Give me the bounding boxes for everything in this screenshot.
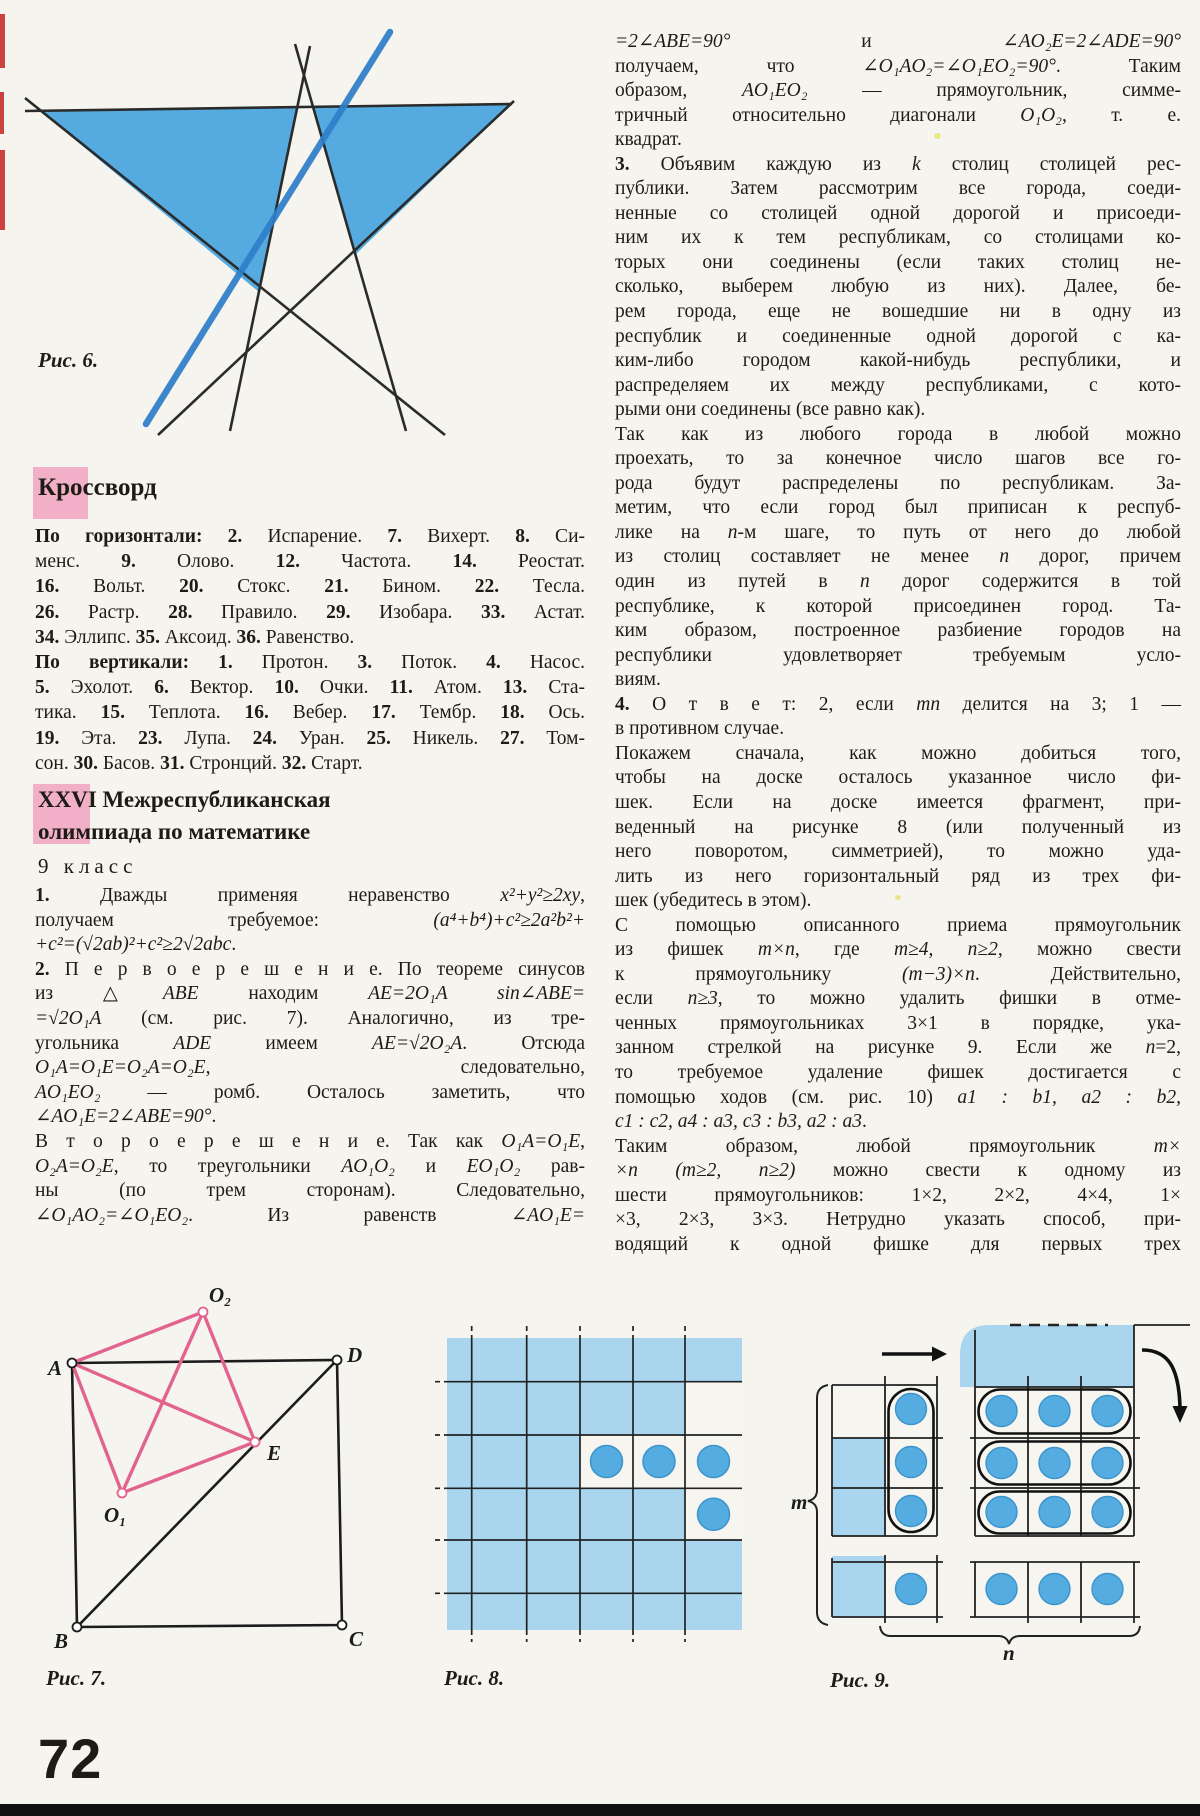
grade-heading: 9 класс bbox=[38, 854, 138, 878]
text-line: O₁A=O₁E=O₂A=O₂E, следовательно, bbox=[35, 1057, 585, 1079]
diagonal-BD bbox=[77, 1360, 337, 1627]
text-line: 26. Растр. 28. Правило. 29. Изобара. 33. Астат. bbox=[35, 601, 586, 623]
figure-7-drawing bbox=[30, 1280, 380, 1660]
empty-cell bbox=[685, 1382, 742, 1435]
left-column-blue bbox=[832, 1438, 885, 1536]
vertex-A bbox=[68, 1359, 77, 1368]
text-line: к прямоугольнику (m−3)×n. Действительно, bbox=[615, 963, 1181, 985]
text-line: AO₁EO₂ — ромб. Осталось заметить, что bbox=[35, 1081, 585, 1103]
text-line: из столиц составляет не менее n дорог, причем bbox=[615, 546, 1181, 568]
text-line: из △ABE находим AE=2O₁A sin∠ABE= bbox=[35, 983, 586, 1005]
text-line: проехать, то за конечное число шагов все го- bbox=[615, 448, 1181, 470]
text-line: занном стрелкой на рисунке 9. Если же n=2, bbox=[615, 1037, 1181, 1059]
text-line: По вертикали: 1. Протон. 3. Поток. 4. Насос. bbox=[35, 652, 585, 674]
text-line: шести прямоугольников: 1×2, 2×2, 4×4, 1× bbox=[615, 1184, 1181, 1206]
m-brace bbox=[808, 1385, 828, 1625]
crossword-text bbox=[35, 524, 585, 776]
label-D: D bbox=[347, 1343, 363, 1367]
text-line: =√2O₁A (см. рис. 7). Аналогично, из тре- bbox=[35, 1007, 585, 1029]
chip bbox=[698, 1498, 730, 1530]
text-line: 5. Эхолот. 6. Вектор. 10. Очки. 11. Атом. 13. Ста- bbox=[35, 677, 585, 699]
text-line: из фишек m×n, где m≥4, n≥2, можно свести bbox=[615, 939, 1182, 961]
vertex-O1 bbox=[118, 1489, 127, 1498]
vertex-B bbox=[73, 1623, 82, 1632]
text-line: публики. Затем рассмотрим все города, соеди- bbox=[615, 178, 1181, 200]
vertex-O2 bbox=[199, 1308, 208, 1317]
figure-9-drawing bbox=[760, 1310, 1200, 1662]
label-A: A bbox=[48, 1356, 63, 1380]
text-line: ним их к тем республикам, со столицами ко- bbox=[615, 227, 1181, 249]
curved-arrow bbox=[1142, 1350, 1180, 1408]
text-line: торых они соединены (если таких столиц не- bbox=[615, 251, 1181, 273]
text-line: шек (убедитесь в этом). bbox=[615, 890, 812, 912]
page-bottom-bar bbox=[0, 1804, 1200, 1816]
text-line: распределяем их между республиками, с кото- bbox=[615, 374, 1181, 396]
text-line: ×3, 2×3, 3×3. Нетрудно указать способ, при- bbox=[615, 1209, 1181, 1231]
text-line: Таким образом, любой прямоугольник m× bbox=[615, 1135, 1181, 1157]
text-line: угольника ADE имеем AE=√2O₂A. Отсюда bbox=[35, 1032, 585, 1054]
text-line: 3. Объявим каждую из k столиц столицей рес- bbox=[615, 153, 1181, 175]
text-line: тричный относительно диагонали O₁O₂, т. е. bbox=[615, 104, 1181, 126]
text-line: сон. 30. Басов. 31. Стронций. 32. Старт. bbox=[35, 752, 363, 774]
text-line: 2. П е р в о е р е ш е н и е. По теореме синусов bbox=[35, 958, 585, 980]
shaded-triangle-left bbox=[39, 107, 297, 292]
curved-arrow-head bbox=[1173, 1406, 1188, 1423]
left-column-blue-bottom bbox=[832, 1556, 885, 1617]
crossword-heading: Кроссворд bbox=[38, 474, 157, 501]
text-line: сколько, выберем любую из них). Далее, бе- bbox=[615, 276, 1181, 298]
text-line: 4. О т в е т: 2, если mn делится на 3; 1 — bbox=[615, 693, 1181, 715]
chip bbox=[698, 1446, 730, 1478]
pink-rhombus-lines bbox=[72, 1312, 255, 1493]
text-line: в противном случае. bbox=[615, 718, 785, 740]
text-line: С помощью описанного приема прямоугольник bbox=[615, 914, 1181, 936]
text-line: ∠AO₁E=2∠ABE=90°. bbox=[35, 1106, 217, 1128]
text-line: чтобы на доске осталось указанное число фи- bbox=[615, 767, 1181, 789]
text-line: Покажем сначала, как можно добиться того, bbox=[615, 742, 1181, 764]
text-line: ны (по трем сторонам). Следовательно, bbox=[35, 1180, 585, 1202]
vertex-dots bbox=[68, 1308, 347, 1632]
label-E: E bbox=[267, 1441, 282, 1465]
text-line: ким образом, построенное разбиение городов на bbox=[615, 620, 1181, 642]
text-line: республик и соединенные одной дорогой с ка- bbox=[615, 325, 1181, 347]
removed-area-blob bbox=[960, 1325, 1134, 1387]
text-line: 1. Дважды применяя неравенство x²+y²≥2xy, bbox=[35, 885, 585, 906]
right-arrow-head bbox=[932, 1347, 947, 1362]
text-line: лить из него горизонтальный ряд из трех фи- bbox=[615, 865, 1181, 887]
text-line: ×n (m≥2, n≥2) можно свести к одному из bbox=[615, 1160, 1182, 1182]
label-O2: O₂ bbox=[209, 1283, 232, 1307]
figure-9-caption: Рис. 9. bbox=[830, 1668, 891, 1692]
text-line: ∠O₁AO₂=∠O₁EO₂. Из равенств ∠AO₁E= bbox=[35, 1204, 585, 1226]
shaded-triangle-right bbox=[313, 104, 511, 255]
text-line: ченных прямоугольниках 3×1 в порядке, ука- bbox=[615, 1012, 1181, 1034]
text-line: лике на n-м шаге, то путь от него до любой bbox=[615, 521, 1181, 543]
text-line: водящий к одной фишке для первых трех bbox=[615, 1233, 1181, 1255]
label-B: B bbox=[54, 1629, 69, 1653]
text-line: +c²=(√2ab)²+c²≥2√2abc. bbox=[35, 934, 237, 956]
text-line: если n≥3, то можно удалить фишки в отме- bbox=[615, 988, 1181, 1010]
text-line: рыми они соединены (все равно как). bbox=[615, 399, 926, 421]
text-line: один из путей в n дорог содержится в той bbox=[615, 571, 1181, 593]
text-line: виям. bbox=[615, 669, 661, 691]
text-line: него поворотом, симметрией), то можно уда- bbox=[615, 841, 1181, 863]
text-line: O₂A=O₂E, то треугольники AO₁O₂ и EO₁O₂ рав- bbox=[35, 1155, 586, 1177]
text-line: то требуемое удаление фишек достигается с bbox=[615, 1061, 1181, 1083]
text-line: рода будут распределены по республикам. За- bbox=[615, 472, 1181, 494]
right-column-text bbox=[615, 30, 1181, 1257]
text-line: метим, что если город был приписан к респуб- bbox=[615, 497, 1181, 519]
olympiad-heading-line2: олимпиада по математике bbox=[38, 819, 311, 844]
text-line: 16. Вольт. 20. Стокс. 21. Бином. 22. Тесла. bbox=[35, 576, 585, 598]
text-line: ненные со столицей одной дорогой и присоеди- bbox=[615, 202, 1181, 224]
text-line: В т о р о е р е ш е н и е. Так как O₁A=O₁E, bbox=[35, 1130, 585, 1152]
label-m: m bbox=[791, 1490, 808, 1514]
text-line: образом, AO₁EO₂ — прямоугольник, симме- bbox=[615, 80, 1181, 102]
chip bbox=[643, 1446, 675, 1478]
text-line: ким-либо городом какой-нибудь республики, и bbox=[615, 350, 1181, 372]
text-line: республики удовлетворяет требуемым усло- bbox=[615, 644, 1181, 666]
text-line: Так как из любого города в любой можно bbox=[615, 423, 1181, 445]
solutions-text bbox=[35, 884, 585, 1228]
figure-9 bbox=[760, 1310, 1200, 1662]
figure-7-caption: Рис. 7. bbox=[46, 1666, 107, 1690]
text-line: республике, к которой присоединен город. Та- bbox=[615, 595, 1181, 617]
text-line: получаем, что ∠O₁AO₂=∠O₁EO₂=90°. Таким bbox=[615, 55, 1181, 77]
text-line: менс. 9. Олово. 12. Частота. 14. Реостат. bbox=[35, 551, 586, 573]
text-line: c1 : c2, a4 : a3, c3 : b3, a2 : a3. bbox=[615, 1111, 867, 1133]
vertex-C bbox=[338, 1621, 347, 1630]
text-line: квадрат. bbox=[615, 129, 682, 151]
text-line: шек. Если на доске имеется фрагмент, при- bbox=[615, 791, 1181, 813]
text-line: =2∠ABE=90° и ∠AO₂E=2∠ADE=90° bbox=[615, 31, 1181, 52]
figure-8 bbox=[430, 1320, 760, 1665]
figure-8-caption: Рис. 8. bbox=[444, 1666, 505, 1690]
label-C: C bbox=[349, 1627, 364, 1651]
figure-8-drawing bbox=[430, 1320, 760, 1665]
text-line: веденный на рисунке 8 (или полученный из bbox=[615, 816, 1181, 838]
vertex-E bbox=[251, 1438, 260, 1447]
text-line: помощью ходов (см. рис. 10) a1 : b1, a2 : b2, bbox=[615, 1086, 1181, 1108]
text-line: 19. Эта. 23. Лупа. 24. Уран. 25. Никель. 27. Том- bbox=[35, 727, 585, 749]
chip bbox=[591, 1446, 623, 1478]
figure-6-caption: Рис. 6. bbox=[38, 348, 99, 372]
text-line: По горизонтали: 2. Испарение. 7. Вихерт. 8. Си- bbox=[35, 526, 585, 547]
text-line: рем города, еще не вошедшие ни в одну из bbox=[615, 301, 1181, 323]
vertex-D bbox=[333, 1356, 342, 1365]
label-O1: O₁ bbox=[104, 1503, 127, 1527]
text-line: получаем требуемое: (a⁴+b⁴)+c²≥2a²b²+ bbox=[35, 909, 585, 931]
text-line: тика. 15. Теплота. 16. Вебер. 17. Тембр. 18. Ось. bbox=[35, 702, 585, 724]
page-number: 72 bbox=[38, 1727, 103, 1790]
text-line: 34. Эллипс. 35. Аксоид. 36. Равенство. bbox=[35, 626, 355, 648]
star-line-steep-right bbox=[295, 44, 406, 431]
olympiad-heading-line1: XXVI Межреспубликанская bbox=[38, 787, 331, 812]
figure-7 bbox=[30, 1280, 380, 1660]
label-n: n bbox=[1003, 1641, 1015, 1662]
